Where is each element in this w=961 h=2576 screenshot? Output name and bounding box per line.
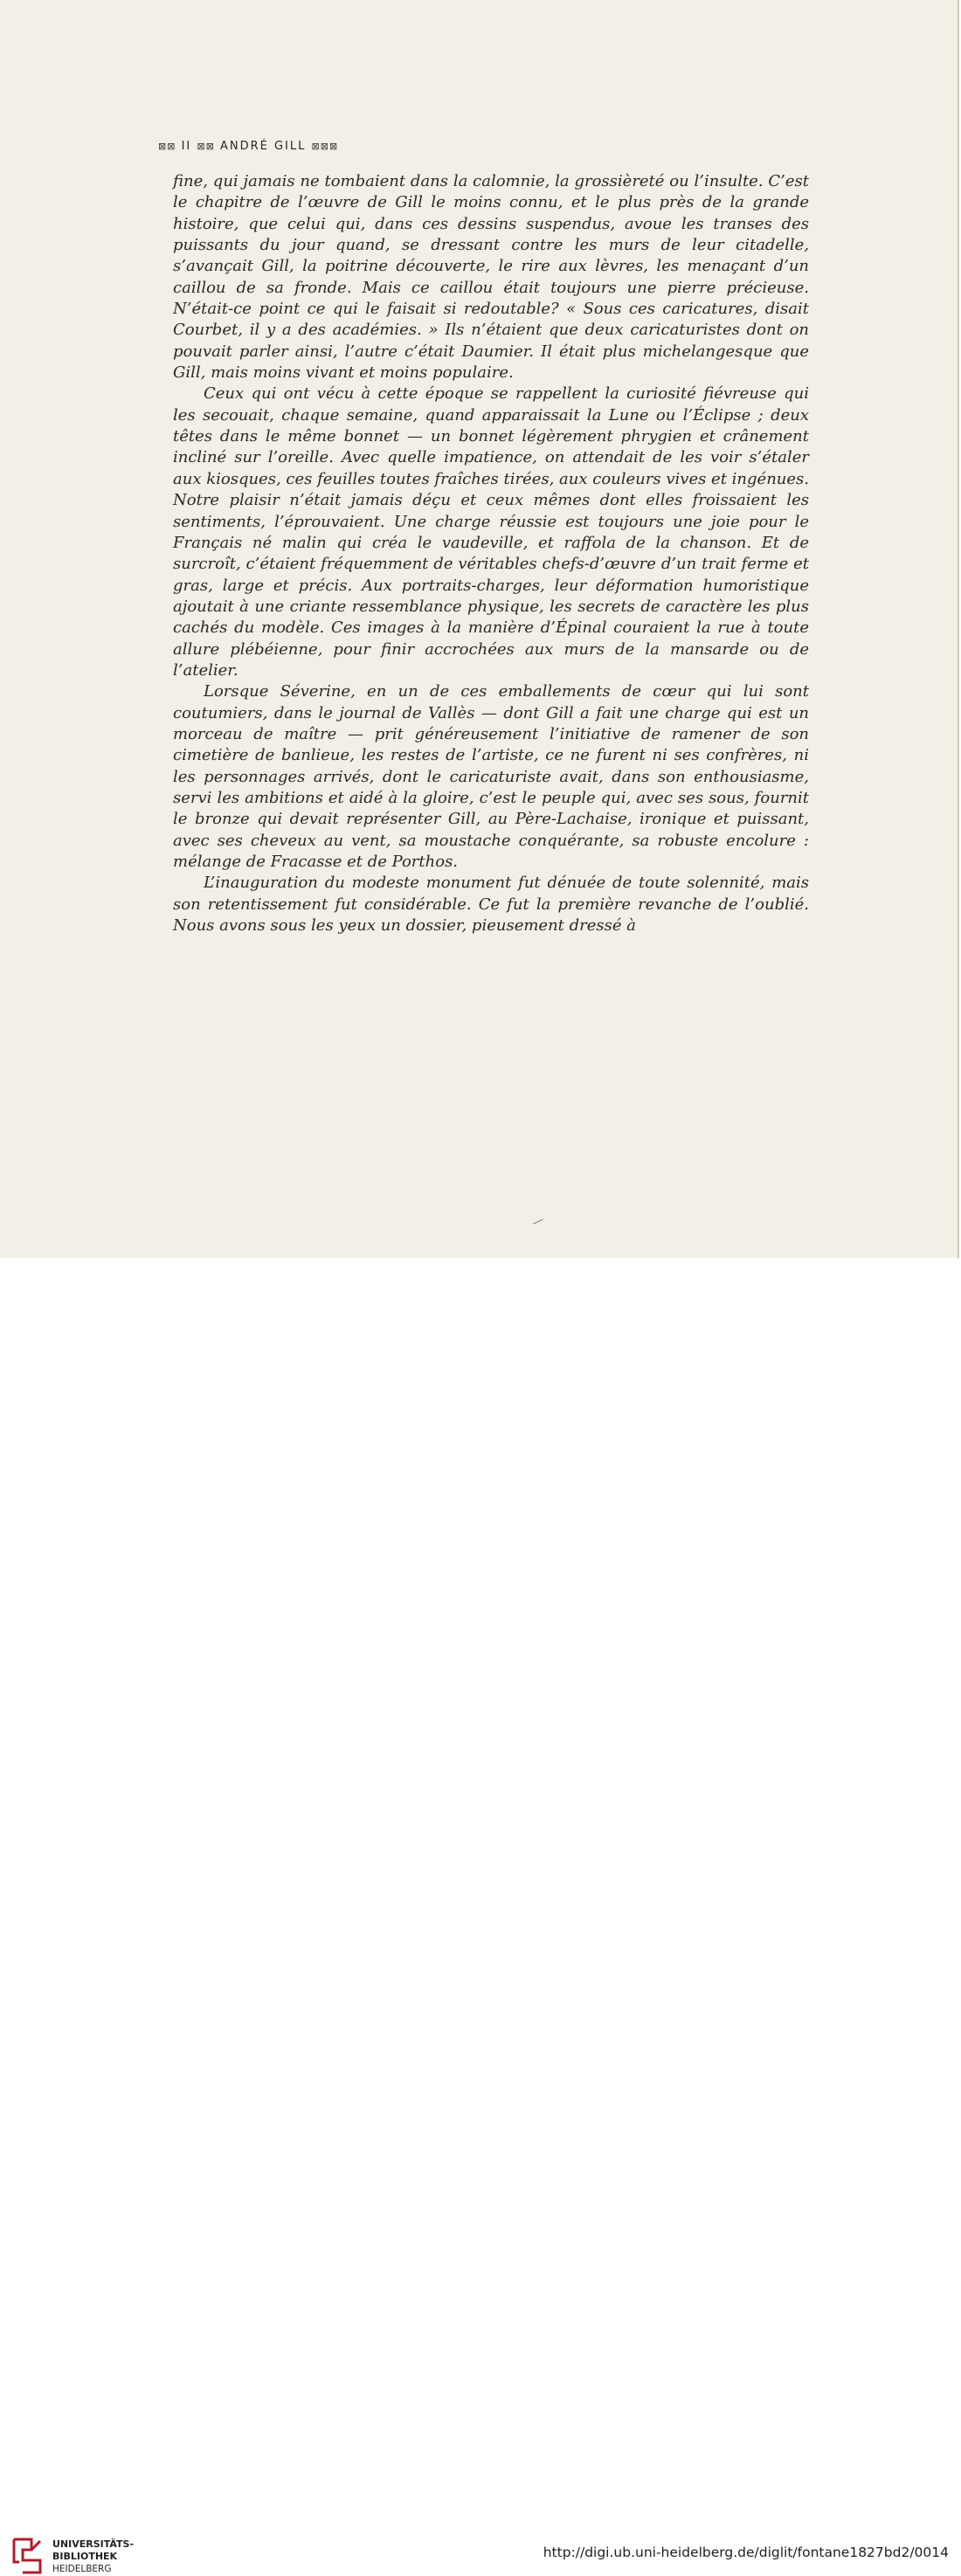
paragraph-3: Lorsque Séverine, en un de ces emballements de cœur qui lui sont coutumiers, dans le journal de Vallès — dont Gill a fait une charge qui est un morceau de maître — prit généreusement l’initiative de ramener de son cimetière de banlieue, les restes de l’artiste, ce ne furent ni ses confrères, ni les personnages arrivés, dont le caricaturiste avait, dans son enthousiasme, servi les ambitions et aidé à la gloire, c’est le peuple qui, avec ses sous, fournit le bronze qui devait représenter Gill, au Père-Lachaise, ironique et puissant, avec ses cheveux au vent, sa moustache conquérante, sa robuste encolure : mélange de Fracasse et de Porthos.: [173, 682, 809, 871]
scanned-page: [0, 0, 959, 1258]
library-name: [52, 2538, 134, 2575]
body-text: [173, 171, 809, 936]
footer-bar: [0, 1258, 961, 2574]
paragraph-1: fine, qui jamais ne tombaient dans la calomnie, la grossièreté ou l’insulte. C’est le chapitre de l’œuvre de Gill le moins connu, et le plus près de la grande histoire, que celui qui, dans ces dessins suspendus, avoue les transes des puissants du jour quand, se dressant contre les murs de leur citadelle, s’avançait Gill, la poitrine découverte, le rire aux lèvres, les menaçant d’un caillou de sa fronde. Mais ce caillou était toujours une pierre précieuse. N’était-ce point ce qui le faisait si redoutable? « Sous ces caricatures, disait Courbet, il y a des académies. » Ils n’étaient que deux caricaturistes dont on pouvait parler ainsi, l’autre c’était Daumier. Il était plus michelangesque que Gill, mais moins vivant et moins populaire.: [173, 172, 809, 383]
paragraph-2: Ceux qui ont vécu à cette époque se rappellent la curiosité fiévreuse qui les secouait, chaque semaine, quand apparaissait la Lune ou l’Éclipse ; deux têtes dans le même bonnet — un bonnet légèrement phrygien et crânement incliné sur l’oreille. Avec quelle impatience, on attendait de les voir s’étaler aux kiosques, ces feuilles toutes fraîches tirées, aux couleurs vives et ingénues. Notre plaisir n’était jamais déçu et ceux mêmes dont elles froissaient les sentiments, l’éprouvaient. Une charge réussie est toujours une joie pour le Français né malin qui créa le vaudeville, et raffola de la chanson. Et de surcroît, c’étaient fréquemment de véritables chefs-d’œuvre d’un trait ferme et gras, large et précis. Aux portraits-charges, leur déformation humoristique ajoutait à une criante ressemblance physique, les secrets de caractère les plus cachés du modèle. Ces images à la manière d’Épinal couraient la rue à toute allure plébéienne, pour finir accrochées aux murs de la mansarde ou de l’atelier.: [173, 384, 809, 680]
ornament-middle: ⊠⊠: [197, 141, 215, 152]
library-line-3: HEIDELBERG: [52, 2564, 112, 2574]
ornament-right: ⊠⊠⊠: [311, 141, 339, 152]
pencil-mark: [533, 1219, 543, 1225]
library-logo-icon: [10, 2536, 44, 2576]
ornament-left: ⊠⊠: [158, 141, 176, 152]
library-line-1: UNIVERSITÄTS-: [52, 2538, 135, 2550]
section-number: II: [181, 140, 192, 153]
paragraph-4: L’inauguration du modeste monument fut dénuée de toute solennité, mais son retentissement fut considérable. Ce fut la première revanche de l’oublié. Nous avons sous les yeux un dossier, pieusement dressé à: [173, 874, 809, 936]
running-header: [158, 140, 338, 153]
source-url-link[interactable]: http://digi.ub.uni-heidelberg.de/diglit/fontane1827bd2/0014: [543, 2545, 949, 2560]
library-line-2: BIBLIOTHEK: [52, 2551, 118, 2562]
header-title: ANDRÉ GILL: [219, 140, 307, 153]
